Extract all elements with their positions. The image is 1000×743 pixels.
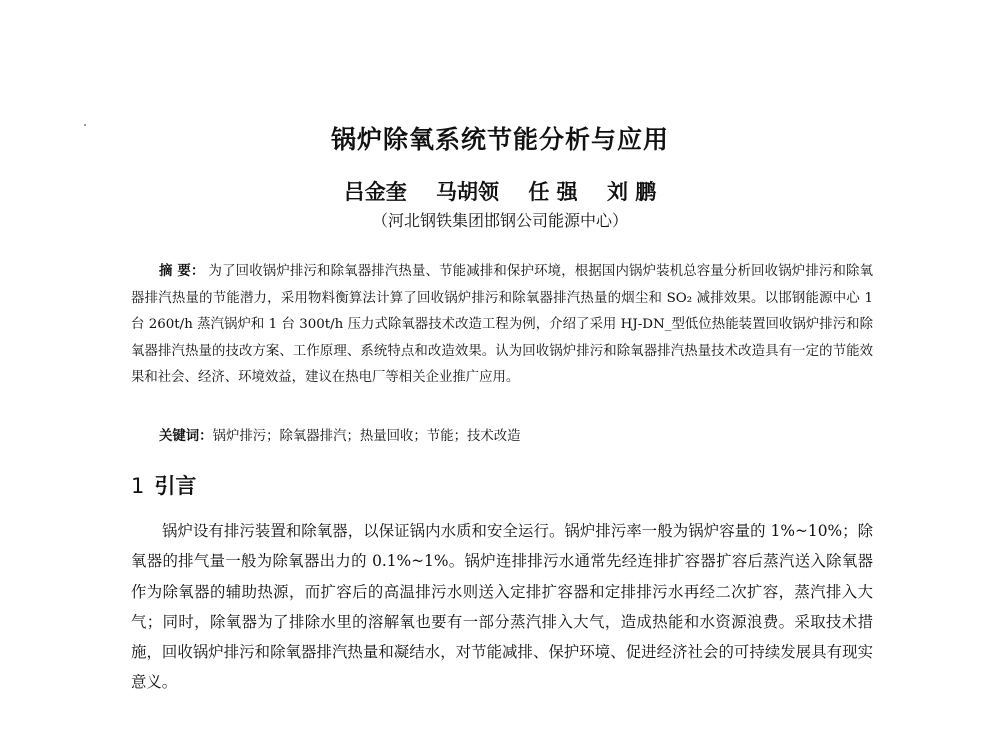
- author-name: 吕金奎: [343, 179, 407, 204]
- affiliation: （河北钢铁集团邯钢公司能源中心）: [371, 211, 628, 230]
- abstract-text: 为了回收锅炉排污和除氧器排汽热量、节能减排和保护环境，根据国内锅炉装机总容量分析回收锅炉排污和除氧器排汽热量的节能潜力，采用物料衡算法计算了回收锅炉排污和除氧器排汽热量的烟尘和 SO₂ 减排效果。以邯钢能源中心 1 台 260t/h 蒸汽锅炉和 1 台 300t/h 压力式除氧器技术改造工程为例，介绍了采用 HJ-DN_型低位热能装置回收锅炉排污和除氧器排汽热量的技改方案、工作原理、系统特点和改造效果。认为回收锅炉排污和除氧器排汽热量技术改造具有一定的节能效果和社会、经济、环境效益，建议在热电厂等相关企业推广应用。: [131, 264, 873, 385]
- section-title: 引言: [154, 474, 197, 498]
- author-name: 马胡领: [436, 179, 500, 204]
- section-number: 1: [131, 474, 145, 498]
- body-paragraph: 锅炉设有排污装置和除氧器，以保证锅内水质和安全运行。锅炉排污率一般为锅炉容量的 1%~10%；除氧器的排气量一般为除氧器出力的 0.1%~1%。锅炉连排排污水通常先经连排扩容器扩容后蒸汽送入除氧器作为除氧器的辅助热源，而扩容后的高温排污水则送入定排扩容器和定排排污水再经二次扩容，蒸汽排入大气；同时，除氧器为了排除水里的溶解氧也要有一部分蒸汽排入大气，造成热能和水资源浪费。采取技术措施，回收锅炉排污和除氧器排汽热量和凝结水，对节能减排、保护环境、促进经济社会的可持续发展具有现实意义。: [131, 522, 873, 692]
- abstract-label: 摘 要：: [159, 263, 205, 279]
- author-name: 任 强: [528, 179, 578, 204]
- keywords-text: 锅炉排污；除氧器排汽；热量回收；节能；技术改造: [212, 429, 521, 444]
- author-name: 刘 鹏: [606, 179, 657, 204]
- section-heading: [131, 470, 196, 500]
- keywords-label: 关键词：: [159, 428, 213, 444]
- keywords: [159, 425, 521, 444]
- author-list: [0, 176, 1000, 206]
- abstract: [131, 258, 873, 392]
- paper-title: 锅炉除氧系统节能分析与应用: [330, 125, 669, 154]
